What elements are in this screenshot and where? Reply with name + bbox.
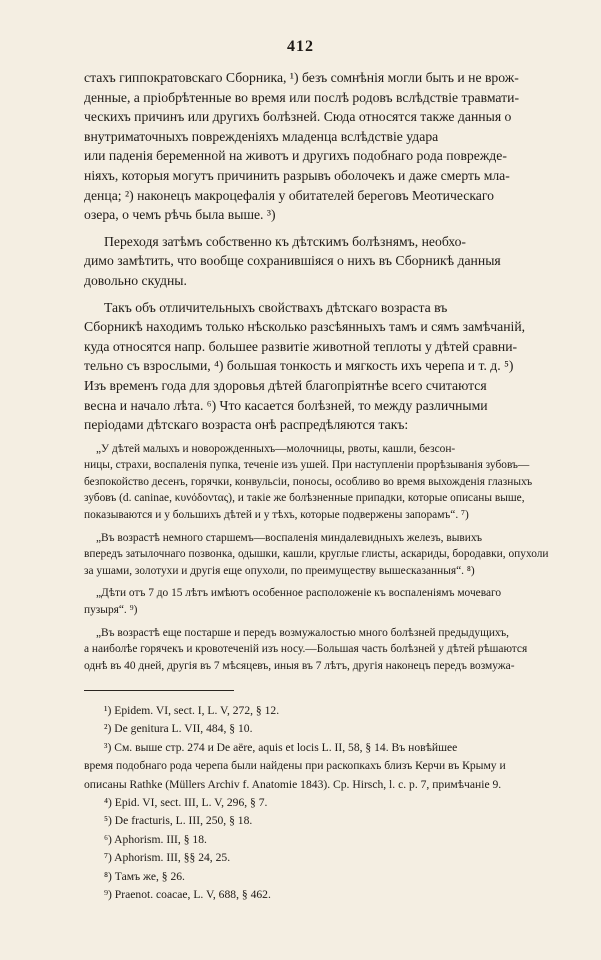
footnote-continuation: время подобнаго рода черепа были найдены при раскопкахъ близъ Керчи въ Крыму и — [84, 759, 506, 773]
quote-line: „Дѣти отъ 7 до 15 лѣтъ имѣютъ особенное расположеніе къ воспаленіямъ мочеваго — [96, 587, 502, 600]
footnote-continuation: описаны Rathke (Müllers Archiv f. Anatomie 1843). Ср. Hirsch, l. c. p. 7, примѣчаніе 9. — [84, 777, 502, 791]
text-line: тельно съ взрослыми, ⁴) большая тонкость и мягкость ихъ черепа и т. д. ⁵) — [84, 358, 514, 374]
footnote: ⁹) Praenot. coacae, L. V, 688, § 462. — [104, 887, 271, 901]
text-line: денца; ²) наконецъ макроцефалія у обитателей береговъ Меотическаго — [84, 187, 494, 203]
text-line: димо замѣтить, что вообще сохранившіяся о нихъ въ Сборникѣ данныя — [84, 253, 501, 269]
quote-line: за ушами, золотухи и другія еще опухоли, по преимуществу вышесказанныя“. ⁸) — [84, 564, 475, 577]
quote-line: однѣ въ 40 дней, другія въ 7 мѣсяцевъ, иныя въ 7 лѣтъ, другія наконецъ передъ возмужа- — [84, 659, 515, 672]
quote-line: „У дѣтей малыхъ и новорожденныхъ—молочницы, рвоты, кашли, безсон- — [96, 442, 456, 455]
text-line: озера, о чемъ рѣчь была выше. ³) — [84, 207, 276, 223]
main-text — [84, 68, 570, 674]
text-line: періодами дѣтскаго возраста онѣ распредѣляются такъ: — [84, 417, 409, 433]
quote-line: ницы, страхи, воспаленія пупка, теченіе изъ ушей. При наступленіи прорѣзыванія зубовъ— — [84, 459, 530, 472]
text-line: куда относятся напр. большее развитіе животной теплоты у дѣтей сравни- — [84, 338, 518, 354]
footnote: ⁸) Тамъ же, § 26. — [104, 869, 185, 883]
text-line: ческихъ причинъ или другихъ болѣзней. Сюда относятся также данныя о — [84, 109, 512, 125]
footnote: ²) De genitura L. VII, 484, § 10. — [104, 722, 253, 736]
quote-line: пузыря“. ⁹) — [84, 604, 138, 617]
text-line: Такъ объ отличительныхъ свойствахъ дѣтскаго возраста въ — [104, 299, 448, 315]
text-line: ніяхъ, которыя могутъ причинить разрывъ оболочекъ и даже смерть мла- — [84, 167, 510, 183]
footnote: ¹) Epidem. VI, sect. I, L. V, 272, § 12. — [104, 704, 280, 717]
quote-line: а наиболѣе горячекъ и кровотеченій изъ носу.—Большая часть болѣзней у дѣтей рѣшаются — [84, 643, 528, 656]
quote-line: „Въ возрастѣ немного старшемъ—воспаленія миндалевидныхъ железъ, вывихъ — [96, 531, 483, 544]
text-line: внутриматочныхъ поврежденіяхъ младенца вслѣдствіе удара — [84, 128, 439, 144]
text-line: Изъ временъ года для здоровья дѣтей благопріятнѣе всего считаются — [84, 377, 487, 393]
text-line: весна и начало лѣта. ⁶) Что касается болѣзней, то между различными — [84, 397, 488, 413]
quote-line: безпокойство десенъ, горячки, конвульсіи, поносы, особливо во время выхожденія глазныхъ — [84, 475, 533, 488]
footnote: ³) См. выше стр. 274 и De aëre, aquis et locis L. II, 58, § 14. Въ новѣйшее — [104, 740, 458, 754]
footnote: ⁶) Aphorism. III, § 18. — [104, 832, 207, 846]
text-line: довольно скудны. — [84, 272, 187, 288]
quote-line: показываются и у большихъ дѣтей и у тѣхъ, которые подвержены запорамъ“. ⁷) — [84, 509, 469, 522]
text-line: денные, а пріобрѣтенные во время или послѣ родовъ вслѣдствіе травмати- — [84, 89, 519, 105]
footnote: ⁵) De fracturis, L. III, 250, § 18. — [104, 814, 253, 828]
footnote-divider — [84, 690, 234, 691]
quotation-block — [84, 435, 570, 675]
quote-line: зубовъ (d. caninae, κυνόδοντας), и такіе же болѣзненные припадки, которые описаны выше, — [84, 492, 525, 505]
text-line: Переходя затѣмъ собственно къ дѣтскимъ болѣзнямъ, необхо- — [104, 233, 466, 249]
footnotes — [84, 702, 570, 904]
text-line: стахъ гиппократовскаго Сборника, ¹) безъ сомнѣнія могли быть и не врож- — [84, 70, 519, 85]
footnote: ⁷) Aphorism. III, §§ 24, 25. — [104, 851, 231, 865]
page-number: 412 — [287, 38, 314, 55]
quote-line: „Въ возрастѣ еще постарше и передъ возмужалостью много болѣзней предыдущихъ, — [96, 626, 509, 639]
footnote: ⁴) Epid. VI, sect. III, L. V, 296, § 7. — [104, 795, 268, 809]
text-line: Сборникѣ находимъ только нѣсколько разсѣянныхъ тамъ и сямъ замѣчаній, — [84, 319, 526, 335]
quote-line: впередъ затылочнаго позвонка, одышки, кашли, круглые глисты, аскариды, бородавки, опухоли — [84, 548, 549, 561]
text-line: или паденія беременной на животъ и другихъ подобнаго рода поврежде- — [84, 148, 507, 164]
